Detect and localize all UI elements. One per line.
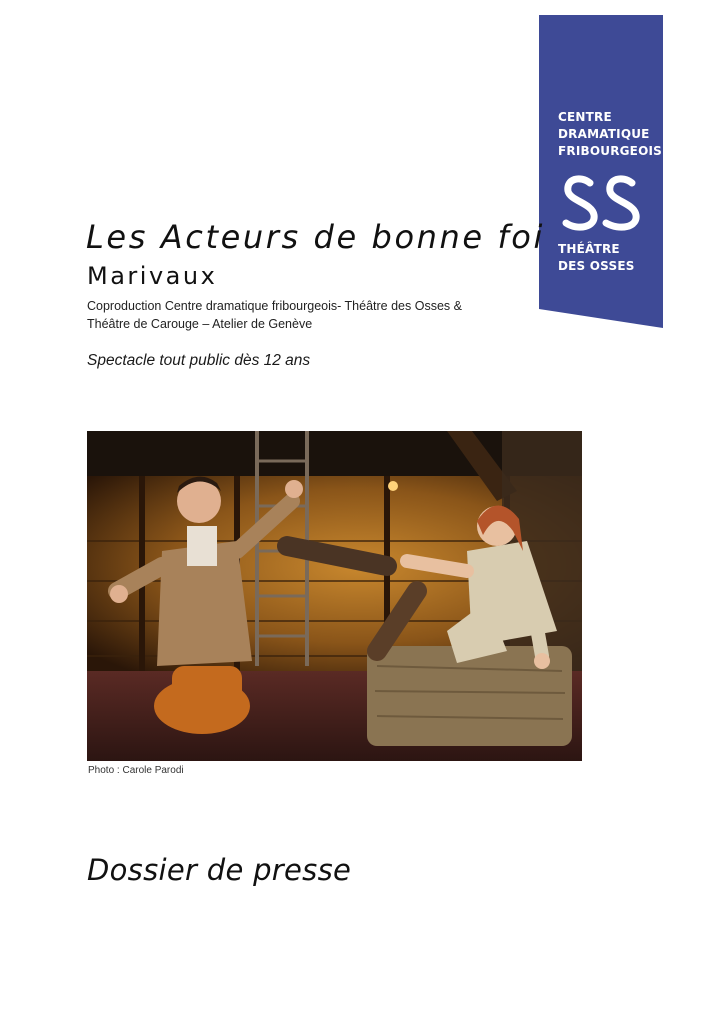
- audience-note: Spectacle tout public dès 12 ans: [87, 352, 311, 369]
- logo-line: DES OSSES: [558, 259, 635, 273]
- coproduction-line: Théâtre de Carouge – Atelier de Genève: [87, 317, 313, 331]
- play-author: Marivaux: [87, 262, 218, 290]
- double-s-logo-icon: [562, 175, 640, 233]
- play-title: Les Acteurs de bonne foi: [86, 218, 545, 256]
- logo-line: FRIBOURGEOIS: [558, 144, 662, 158]
- press-kit-title: Dossier de presse: [87, 853, 352, 887]
- coproduction-line: Coproduction Centre dramatique fribourgeois- Théâtre des Osses &: [87, 299, 462, 313]
- logo-line: THÉÂTRE: [558, 242, 620, 256]
- logo-name-bottom: [558, 241, 635, 275]
- production-photo: [87, 431, 582, 761]
- logo-line: DRAMATIQUE: [558, 127, 650, 141]
- logo-name-top: [558, 109, 662, 160]
- logo-banner-background: [539, 15, 663, 328]
- photo-caption: Photo : Carole Parodi: [88, 765, 184, 776]
- coproduction-credits: [87, 297, 507, 333]
- theatre-logo-banner: [539, 15, 663, 328]
- logo-line: CENTRE: [558, 110, 612, 124]
